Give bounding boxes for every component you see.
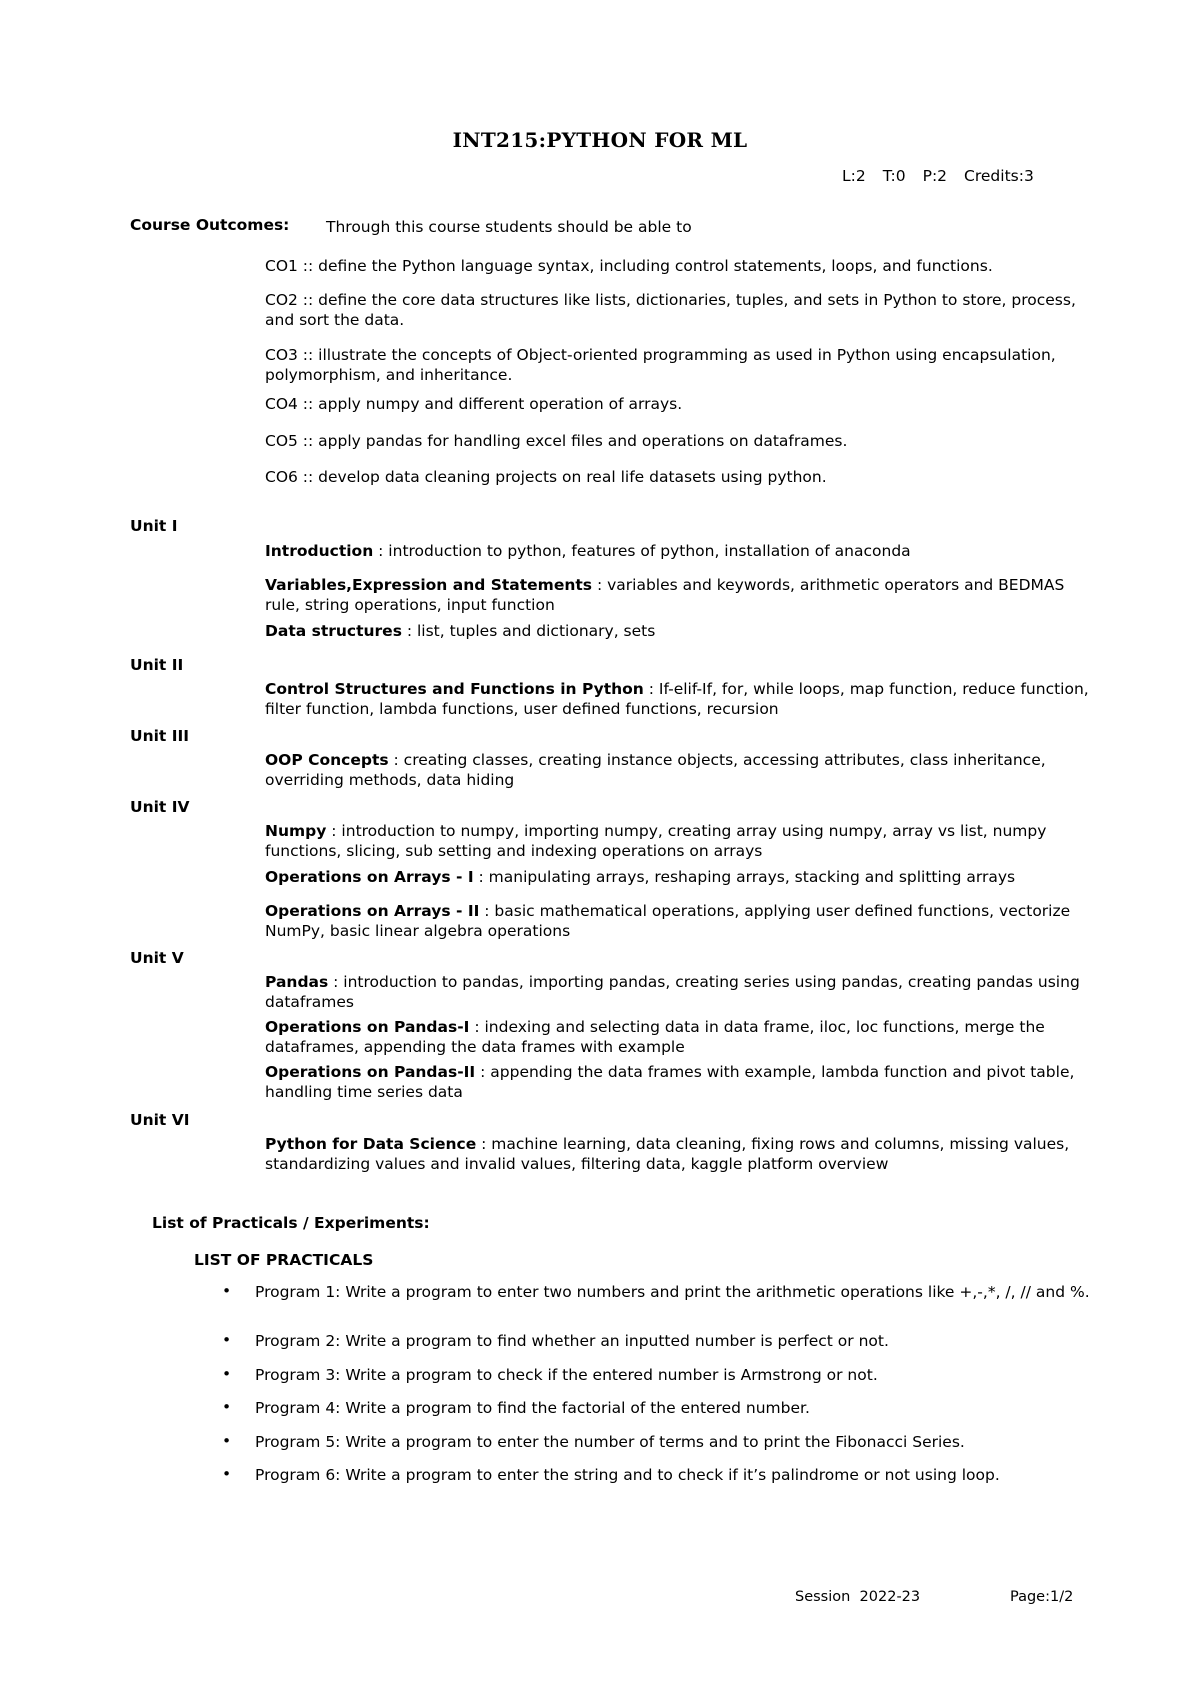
practical-item: Program 6: Write a program to enter the string and to check if it’s palindrome or not using loop.	[255, 1466, 1000, 1484]
topic-text: : appending the data frames with example, lambda function and pivot table, handling time series data	[265, 1063, 1075, 1101]
course-outcome-item: CO6 :: develop data cleaning projects on real life datasets using python.	[265, 468, 827, 486]
topic-text: : basic mathematical operations, applying user defined functions, vectorize NumPy, basic linear algebra operations	[265, 902, 1071, 940]
unit-topic	[265, 750, 1100, 790]
unit-topic	[265, 621, 1100, 641]
unit-topic	[265, 972, 1100, 1012]
course-outcome-item: CO3 :: illustrate the concepts of Object-oriented programming as used in Python using encapsulation, polymorphism, and inheritance.	[265, 346, 1056, 384]
unit-topic	[265, 1062, 1100, 1102]
topic-text: : variables and keywords, arithmetic operators and BEDMAS rule, string operations, input function	[265, 576, 1065, 614]
topic-text: : introduction to numpy, importing numpy, creating array using numpy, array vs list, numpy functions, slicing, sub setting and indexing operations on arrays	[265, 822, 1047, 860]
ltpc-credits	[842, 167, 1051, 185]
credits: Credits:3	[964, 167, 1034, 185]
topic-text: : manipulating arrays, reshaping arrays, stacking and splitting arrays	[473, 868, 1016, 886]
unit-label: Unit VI	[130, 1111, 190, 1129]
topic-heading: Control Structures and Functions in Python	[265, 680, 644, 698]
bullet: •	[222, 1282, 232, 1300]
course-outcome-item: CO4 :: apply numpy and different operation of arrays.	[265, 395, 683, 413]
practical-item: Program 4: Write a program to find the factorial of the entered number.	[255, 1399, 810, 1417]
course-outcomes-intro: Through this course students should be able to	[326, 218, 692, 236]
unit-label: Unit V	[130, 949, 184, 967]
unit-topic	[265, 901, 1100, 941]
course-outcome-item: CO1 :: define the Python language syntax, including control statements, loops, and functions.	[265, 257, 993, 275]
bullet: •	[222, 1432, 232, 1450]
bullet: •	[222, 1331, 232, 1349]
topic-heading: Operations on Pandas-I	[265, 1018, 470, 1036]
topic-heading: Numpy	[265, 822, 327, 840]
topic-heading: Data structures	[265, 622, 402, 640]
practical-item: Program 5: Write a program to enter the number of terms and to print the Fibonacci Series.	[255, 1433, 965, 1451]
practicals-section-title: List of Practicals / Experiments:	[152, 1214, 430, 1232]
unit-label: Unit II	[130, 656, 184, 674]
practical-hours: P:2	[922, 167, 948, 185]
unit-topic	[265, 575, 1100, 615]
unit-label: Unit IV	[130, 798, 190, 816]
unit-topic	[265, 821, 1100, 861]
unit-topic	[265, 679, 1100, 719]
practical-item: Program 3: Write a program to check if the entered number is Armstrong or not.	[255, 1366, 878, 1384]
page-title: INT215:PYTHON FOR ML	[452, 128, 748, 152]
unit-topic	[265, 1134, 1100, 1174]
unit-topic	[265, 541, 1100, 561]
topic-heading: OOP Concepts	[265, 751, 389, 769]
topic-heading: Python for Data Science	[265, 1135, 477, 1153]
topic-text: : list, tuples and dictionary, sets	[401, 622, 656, 640]
topic-text: : If-elif-If, for, while loops, map function, reduce function, filter function, lambda functions, user defined functions, recursion	[265, 680, 1089, 718]
practicals-list-title: LIST OF PRACTICALS	[194, 1251, 374, 1269]
course-outcome-item: CO2 :: define the core data structures like lists, dictionaries, tuples, and sets in Python to store, process, and sort the data.	[265, 291, 1076, 329]
lecture-hours: L:2	[842, 167, 866, 185]
session-label: Session 2022-23	[795, 1589, 921, 1605]
page-number: Page:1/2	[1010, 1589, 1074, 1605]
practical-item: Program 2: Write a program to find whether an inputted number is perfect or not.	[255, 1332, 889, 1350]
bullet: •	[222, 1398, 232, 1416]
unit-label: Unit I	[130, 517, 178, 535]
topic-text: : introduction to pandas, importing pandas, creating series using pandas, creating pandas using dataframes	[265, 973, 1080, 1011]
topic-heading: Operations on Arrays - II	[265, 902, 480, 920]
topic-text: : machine learning, data cleaning, fixing rows and columns, missing values, standardizing values and invalid values, filtering data, kaggle platform overview	[265, 1135, 1070, 1173]
unit-topic	[265, 1017, 1100, 1057]
bullet: •	[222, 1365, 232, 1383]
topic-text: : indexing and selecting data in data frame, iloc, loc functions, merge the dataframes, appending the data frames with example	[265, 1018, 1045, 1056]
topic-heading: Pandas	[265, 973, 329, 991]
course-outcome-item: CO5 :: apply pandas for handling excel files and operations on dataframes.	[265, 432, 848, 450]
topic-text: : creating classes, creating instance objects, accessing attributes, class inheritance, overriding methods, data hiding	[265, 751, 1046, 789]
topic-heading: Introduction	[265, 542, 374, 560]
bullet: •	[222, 1465, 232, 1483]
topic-text: : introduction to python, features of python, installation of anaconda	[373, 542, 911, 560]
unit-topic	[265, 867, 1100, 887]
topic-heading: Variables,Expression and Statements	[265, 576, 593, 594]
topic-heading: Operations on Arrays - I	[265, 868, 474, 886]
unit-label: Unit III	[130, 727, 190, 745]
course-outcomes-label: Course Outcomes:	[130, 216, 290, 234]
topic-heading: Operations on Pandas-II	[265, 1063, 476, 1081]
tutorial-hours: T:0	[882, 167, 906, 185]
practical-item: Program 1: Write a program to enter two numbers and print the arithmetic operations like +,-,*, /, // and %.	[255, 1283, 1090, 1301]
